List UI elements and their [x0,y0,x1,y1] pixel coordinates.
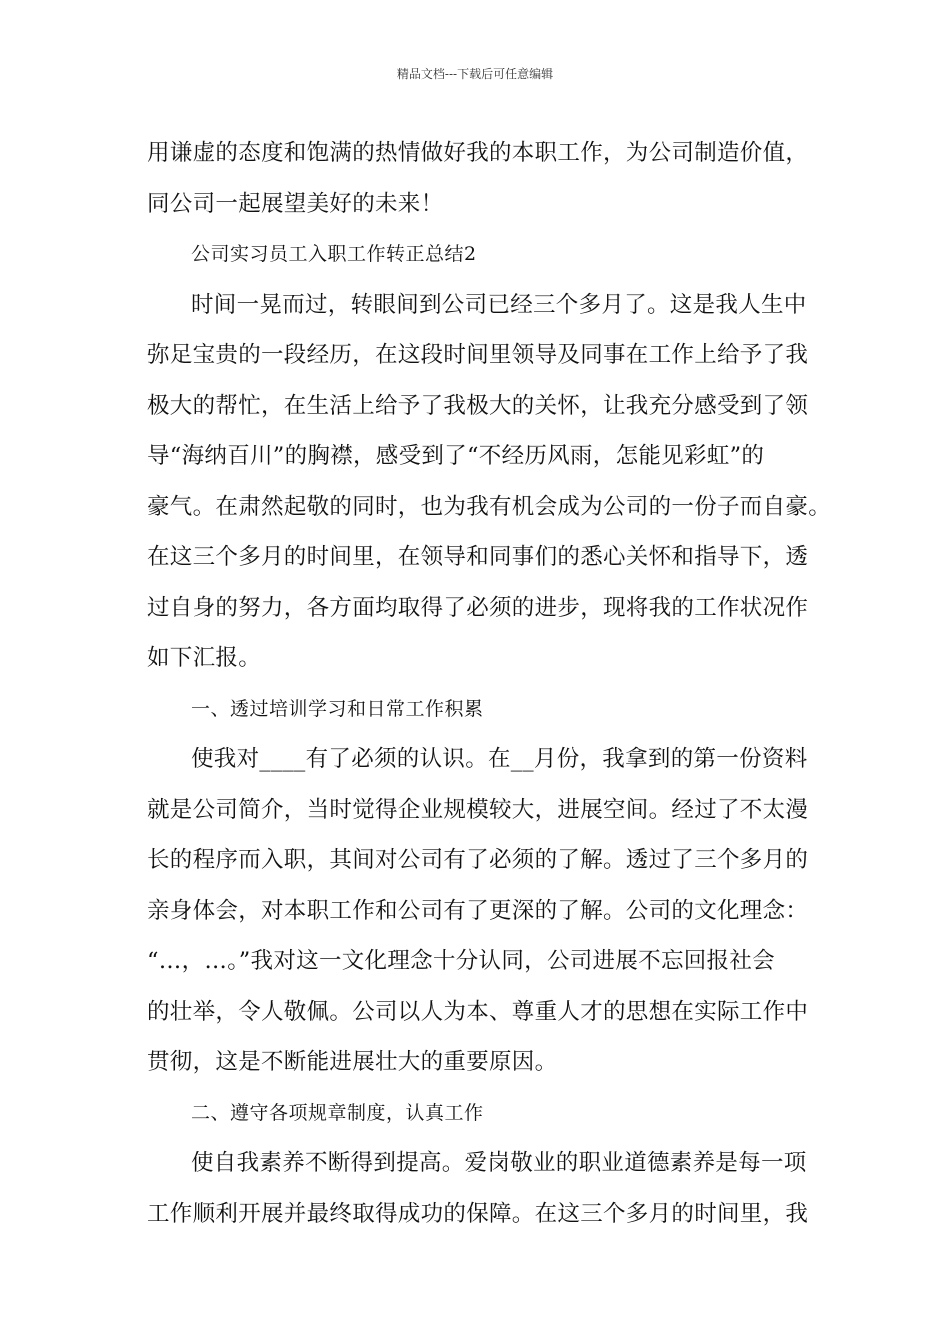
paragraph-line: 的壮举，令人敬佩。公司以人为本、尊重人才的思想在实际工作中 [147,998,809,1025]
paragraph-line: 就是公司简介，当时觉得企业规模较大，进展空间。经过了不太漫 [147,796,809,823]
page-header: 精品文档---下载后可任意编辑 [396,67,554,81]
paragraph-line: 弥足宝贵的一段经历，在这段时间里领导及同事在工作上给予了我 [147,342,809,368]
paragraph-line: 工作顺利开展并最终取得成功的保障。在这三个多月的时间里，我 [147,1200,809,1227]
paragraph-line: 亲身体会，对本职工作和公司有了更深的了解。公司的文化理念： [147,897,809,924]
paragraph-line: 同公司一起展望美好的未来！ [147,190,444,217]
paragraph-line: 时间一晃而过，转眼间到公司已经三个多月了。这是我人生中 [191,291,807,318]
paragraph-line: 如下汇报。 [147,645,262,671]
paragraph-line: 豪气。在肃然起敬的同时，也为我有机会成为公司的一份子而自豪。 [147,493,832,520]
paragraph-line: 使我对____有了必须的认识。在__月份，我拿到的第一份资料 [191,746,808,772]
subsection-heading: 一、透过培训学习和日常工作积累 [191,697,484,720]
section-title: 公司实习员工入职工作转正总结2 [191,243,477,265]
paragraph-line: “…，…。”我对这一文化理念十分认同，公司进展不忘回报社会 [147,948,775,974]
paragraph-line: 极大的帮忙，在生活上给予了我极大的关怀，让我充分感受到了领 [147,392,809,419]
document-body [147,128,832,1239]
paragraph-line: 长的程序而入职，其间对公司有了必须的了解。透过了三个多月的 [147,847,809,873]
subsection-heading: 二、遵守各项规章制度，认真工作 [191,1101,484,1124]
paragraph-line: 用谦虚的态度和饱满的热情做好我的本职工作，为公司制造价值， [147,140,809,166]
paragraph-line: 导“海纳百川”的胸襟，感受到了“不经历风雨，怎能见彩虹”的 [147,443,765,469]
paragraph-line: 过自身的努力，各方面均取得了必须的进步，现将我的工作状况作 [147,594,809,621]
paragraph-line: 使自我素养不断得到提高。爱岗敬业的职业道德素养是每一项 [191,1150,807,1176]
paragraph-line: 在这三个多月的时间里，在领导和同事们的悉心关怀和指导下，透 [147,544,809,570]
paragraph-line: 贯彻，这是不断能进展壮大的重要原因。 [147,1049,558,1075]
